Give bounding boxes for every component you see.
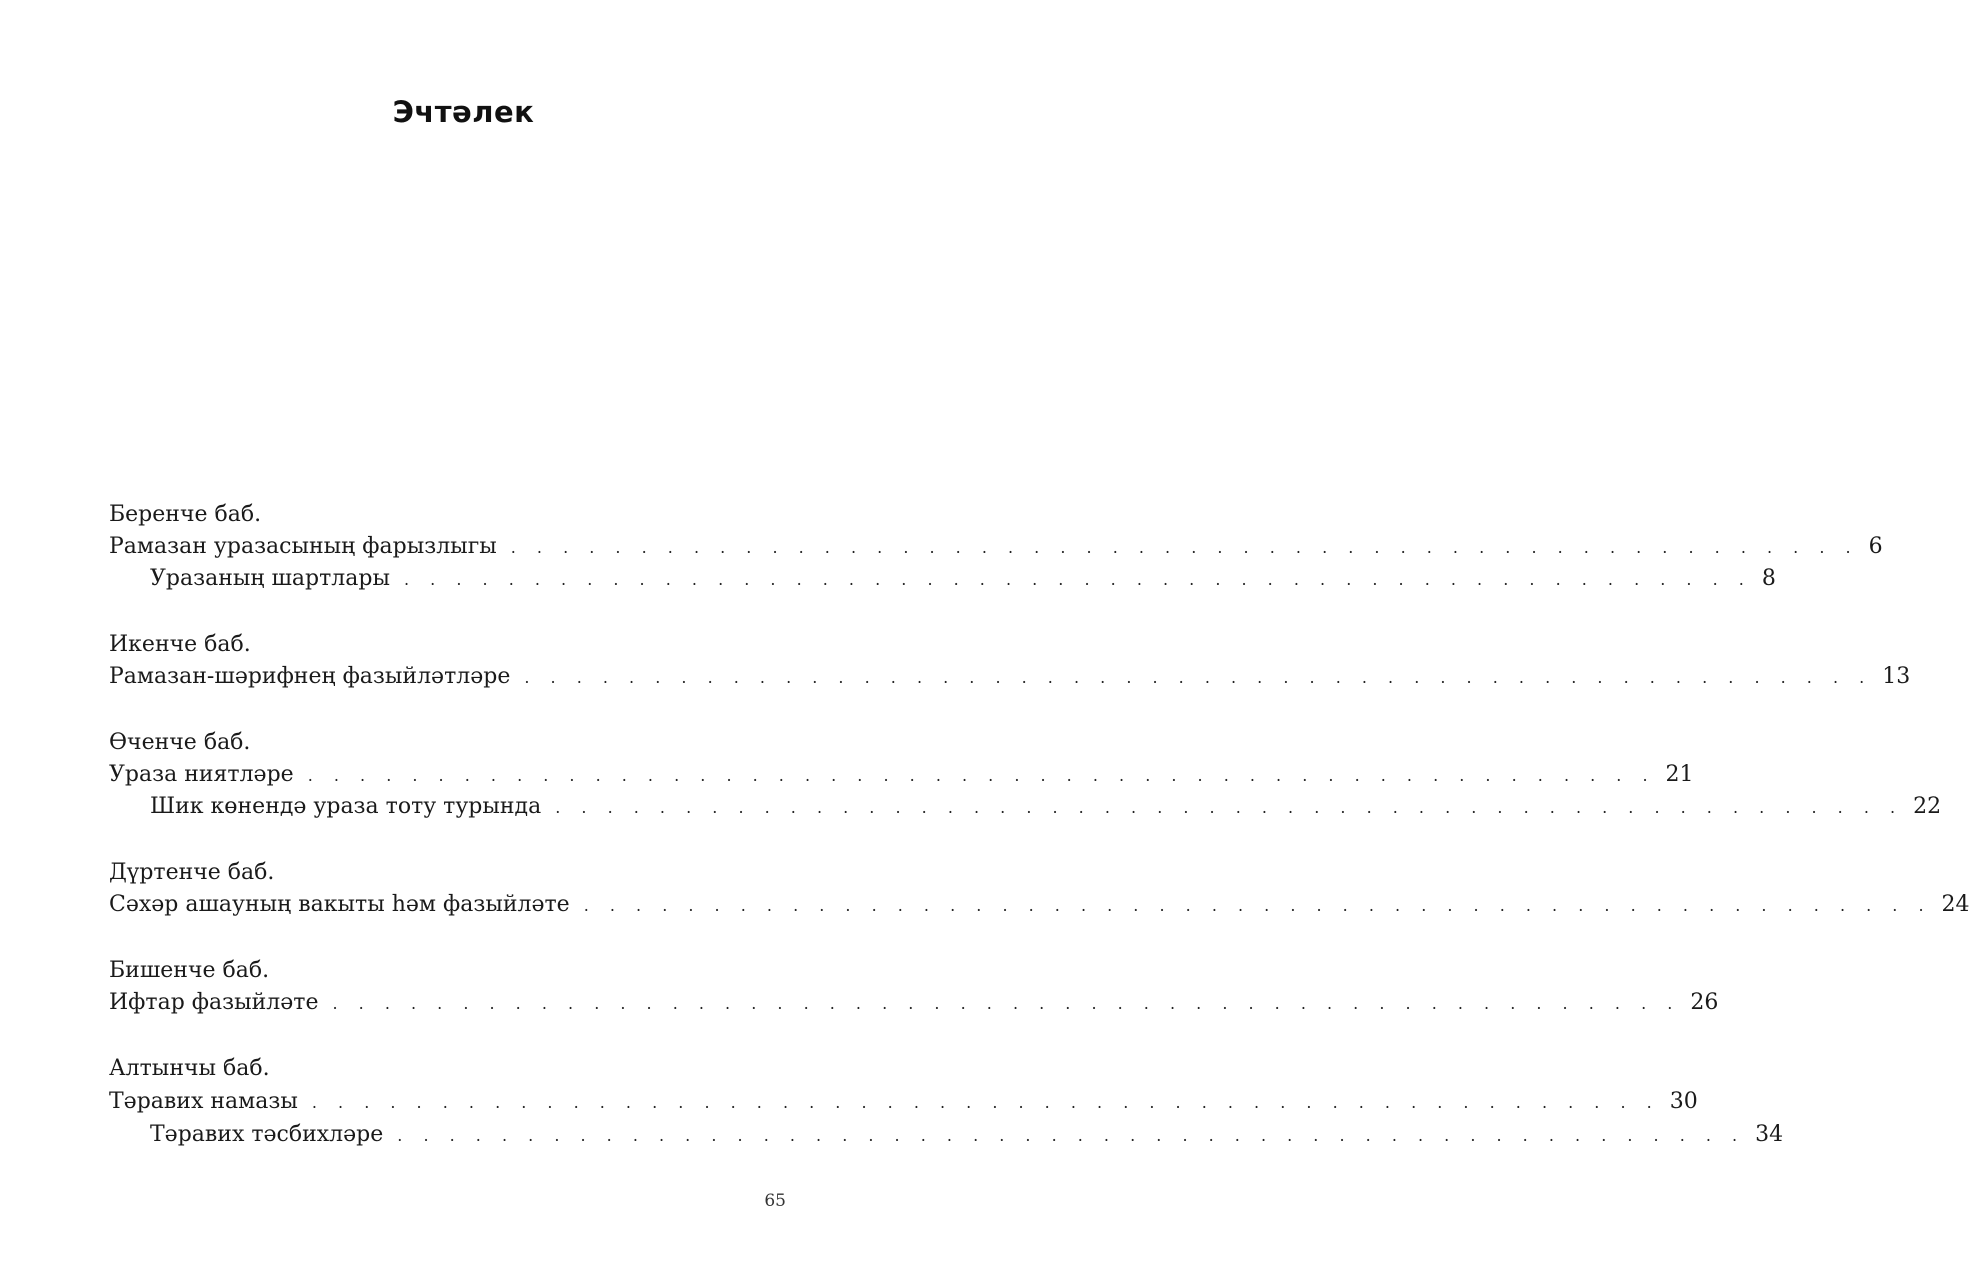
toc-entry-page: 24	[1941, 892, 1970, 917]
toc-entry-title: Ураза ниятләре	[109, 762, 294, 787]
chapter-heading-text: Беренче баб.	[109, 502, 262, 527]
toc-entry-title: Шик көнендә ураза тоту турында	[150, 794, 542, 819]
toc-entry-title: Тәравих тәсбихләре	[150, 1122, 384, 1147]
dot-leader: . . . . . . . . . . . . . . . . . . . . . . . . . . . . . . . . . . . . . . . . . . . . . . . . . . . .	[583, 896, 1932, 915]
toc-entry[interactable]	[109, 759, 1694, 791]
dot-leader: . . . . . . . . . . . . . . . . . . . . . . . . . . . . . . . . . . . . . . . . . . . . . . . . . . . .	[311, 1093, 1660, 1112]
toc-entry[interactable]	[109, 987, 1719, 1019]
toc-entry[interactable]	[109, 1086, 1698, 1118]
toc-entry-page: 13	[1882, 664, 1911, 689]
dot-leader: . . . . . . . . . . . . . . . . . . . . . . . . . . . . . . . . . . . . . . . . . . . . . . . . . . . .	[397, 1126, 1746, 1145]
chapter-heading-text: Икенче баб.	[109, 632, 251, 657]
toc-entry-title: Рамазан-шәрифнең фазыйләтләре	[109, 664, 511, 689]
toc-entry-page: 26	[1690, 990, 1719, 1015]
chapter-heading-text: Алтынчы баб.	[109, 1056, 270, 1081]
toc-subentry[interactable]	[150, 1119, 1784, 1151]
toc-entry-page: 8	[1761, 566, 1776, 591]
dot-leader: . . . . . . . . . . . . . . . . . . . . . . . . . . . . . . . . . . . . . . . . . . . . . . . . . . . .	[307, 766, 1656, 785]
toc-entry-title: Сәхәр ашауның вакыты һәм фазыйләте	[109, 892, 570, 917]
toc-entry-title: Ифтар фазыйләте	[109, 990, 319, 1015]
toc-entry-page: 22	[1913, 794, 1942, 819]
dot-leader: . . . . . . . . . . . . . . . . . . . . . . . . . . . . . . . . . . . . . . . . . . . . . . . . . . . .	[524, 668, 1873, 687]
page-title: Эчтәлек	[392, 95, 535, 129]
chapter-heading	[109, 857, 780, 889]
chapter-heading-text: Дүртенче баб.	[109, 860, 275, 885]
toc-entry[interactable]	[109, 531, 1883, 563]
toc-entry[interactable]	[109, 889, 1970, 921]
page-number: 65	[764, 1191, 786, 1211]
toc-entry-page: 6	[1868, 534, 1883, 559]
toc-entry[interactable]	[109, 661, 1911, 693]
chapter-heading-text: Өченче баб.	[109, 730, 251, 755]
dot-leader: . . . . . . . . . . . . . . . . . . . . . . . . . . . . . . . . . . . . . . . . . . . . . . . . . . . .	[404, 570, 1752, 589]
chapter-heading	[109, 727, 780, 759]
toc-entry-page: 30	[1669, 1089, 1698, 1114]
chapter-heading	[109, 629, 780, 661]
toc-entry-page: 21	[1665, 762, 1694, 787]
dot-leader: . . . . . . . . . . . . . . . . . . . . . . . . . . . . . . . . . . . . . . . . . . . . . . . . . . . .	[332, 994, 1681, 1013]
toc-entry-title: Тәравих намазы	[109, 1089, 298, 1114]
chapter-heading-text: Бишенче баб.	[109, 958, 270, 983]
chapter-heading	[109, 499, 780, 531]
chapter-heading	[109, 1053, 780, 1085]
toc-subentry[interactable]	[150, 563, 1776, 595]
toc-entry-page: 34	[1755, 1122, 1784, 1147]
chapter-heading	[109, 955, 780, 987]
toc-entry-title: Уразаның шартлары	[150, 566, 390, 591]
dot-leader: . . . . . . . . . . . . . . . . . . . . . . . . . . . . . . . . . . . . . . . . . . . . . . . . . . . .	[555, 798, 1904, 817]
dot-leader: . . . . . . . . . . . . . . . . . . . . . . . . . . . . . . . . . . . . . . . . . . . . . . . . . . . .	[510, 538, 1859, 557]
toc-subentry[interactable]	[150, 791, 1942, 823]
toc-entry-title: Рамазан уразасының фарызлыгы	[109, 534, 497, 559]
